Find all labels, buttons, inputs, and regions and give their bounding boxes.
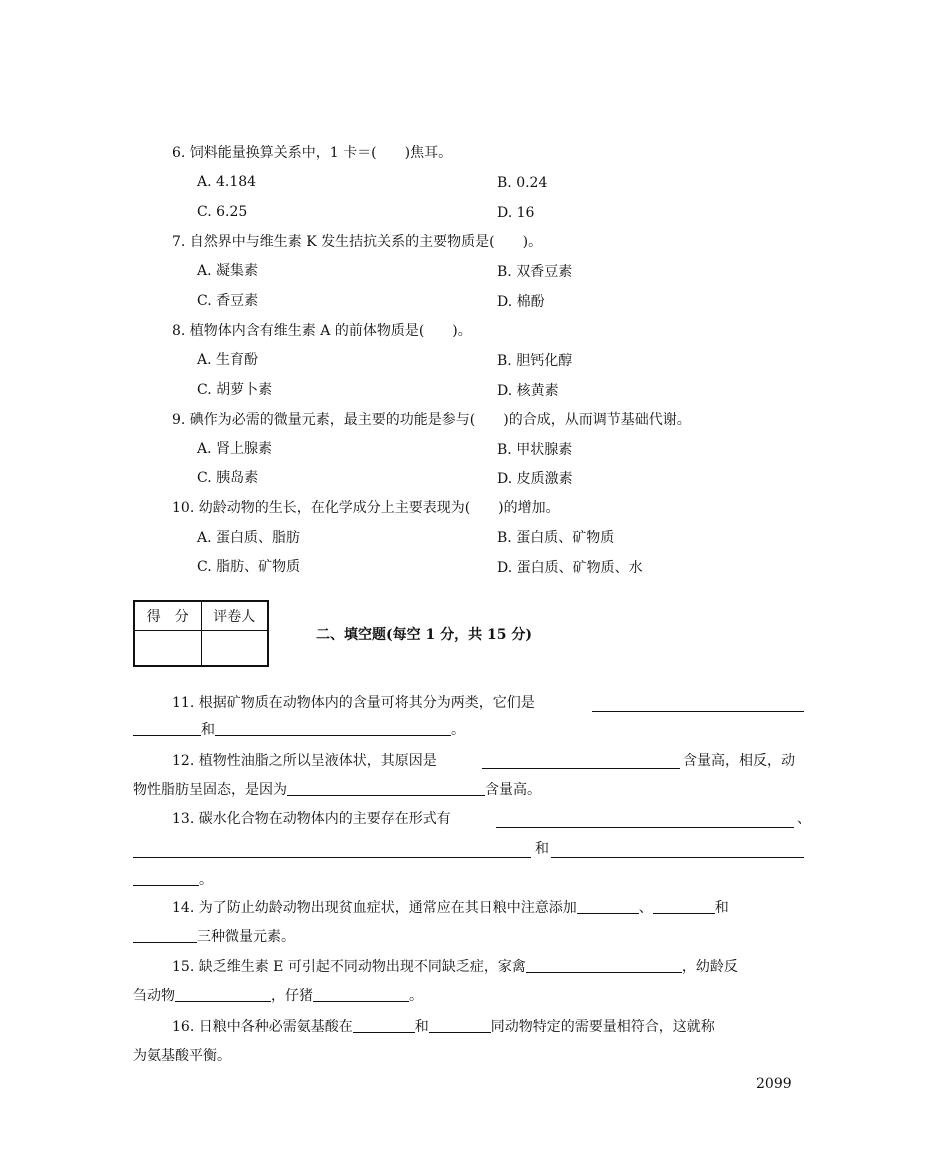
grader-header: 评卷人 bbox=[201, 601, 268, 631]
q14-line2 bbox=[133, 927, 295, 947]
question-7: 7. 自然界中与维生素 K 发生拮抗关系的主要物质是( )。 bbox=[172, 234, 543, 250]
q13-blank-3[interactable] bbox=[551, 856, 804, 858]
option-8c: C. 胡萝卜素 bbox=[197, 382, 273, 398]
q11-and: 和 bbox=[201, 722, 215, 738]
option-10d: D. 蛋白质、矿物质、水 bbox=[497, 560, 643, 576]
q16-blank-1[interactable] bbox=[353, 1018, 415, 1033]
q14-blank-1[interactable] bbox=[577, 899, 639, 914]
q14-blank-2[interactable] bbox=[653, 899, 715, 914]
q12-text-d: 含量高。 bbox=[485, 782, 541, 798]
q14-and: 和 bbox=[714, 900, 729, 916]
option-6b: B. 0.24 bbox=[497, 175, 548, 191]
question-8: 8. 植物体内含有维生素 A 的前体物质是( )。 bbox=[172, 323, 472, 339]
q13-text: 13. 碳水化合物在动物体内的主要存在形式有 bbox=[172, 811, 451, 827]
q14-line1 bbox=[172, 898, 729, 918]
option-7a: A. 凝集素 bbox=[197, 263, 259, 279]
q15-end: 。 bbox=[409, 988, 423, 1004]
grader-cell[interactable] bbox=[201, 631, 268, 667]
q13-and: 和 bbox=[535, 841, 549, 857]
option-9d: D. 皮质激素 bbox=[497, 471, 573, 487]
option-9c: C. 胰岛素 bbox=[197, 470, 259, 486]
q15-blank-3[interactable] bbox=[313, 987, 409, 1002]
q11-end: 。 bbox=[451, 722, 465, 738]
option-10b: B. 蛋白质、矿物质 bbox=[497, 530, 615, 546]
option-9a: A. 肾上腺素 bbox=[197, 441, 273, 457]
question-10: 10. 幼龄动物的生长，在化学成分上主要表现为( )的增加。 bbox=[172, 500, 560, 516]
score-cell[interactable] bbox=[134, 631, 201, 667]
question-6: 6. 饲料能量换算关系中，1 卡＝( )焦耳。 bbox=[172, 145, 453, 161]
q15-blank-2[interactable] bbox=[175, 987, 271, 1002]
q13-sep: 、 bbox=[797, 811, 811, 827]
option-8a: A. 生育酚 bbox=[197, 352, 259, 368]
option-8d: D. 核黄素 bbox=[497, 383, 559, 399]
q12-text-b: 含量高，相反，动 bbox=[683, 753, 795, 769]
page-number: 2099 bbox=[756, 1076, 792, 1092]
option-8b: B. 胆钙化醇 bbox=[497, 353, 573, 369]
option-7d: D. 棉酚 bbox=[497, 294, 545, 310]
section-title: 二、填空题(每空 1 分，共 15 分) bbox=[316, 627, 532, 643]
q16-blank-2[interactable] bbox=[429, 1018, 491, 1033]
q14-sep: 、 bbox=[638, 900, 653, 916]
score-table bbox=[133, 600, 269, 667]
q13-line3 bbox=[133, 870, 213, 890]
q11-line2 bbox=[133, 720, 465, 740]
question-9: 9. 碘作为必需的微量元素，最主要的功能是参与( )的合成，从而调节基础代谢。 bbox=[172, 412, 691, 428]
score-header: 得 分 bbox=[134, 601, 201, 631]
option-6d: D. 16 bbox=[497, 205, 535, 221]
q11-text: 11. 根据矿物质在动物体内的含量可将其分为两类，它们是 bbox=[172, 695, 535, 711]
option-9b: B. 甲状腺素 bbox=[497, 442, 573, 458]
q14-end: 三种微量元素。 bbox=[197, 929, 295, 945]
q12-text: 12. 植物性油脂之所以呈液体状，其原因是 bbox=[172, 753, 437, 769]
q12-line2 bbox=[133, 780, 541, 800]
q15-line2 bbox=[133, 986, 423, 1006]
option-6a: A. 4.184 bbox=[197, 174, 257, 190]
q15-blank-1[interactable] bbox=[526, 958, 682, 973]
q13-blank-4[interactable] bbox=[133, 871, 199, 886]
q14-blank-3[interactable] bbox=[133, 928, 197, 943]
q12-text-c: 物性脂肪呈固态，是因为 bbox=[133, 782, 287, 798]
q13-blank-1[interactable] bbox=[496, 826, 794, 828]
option-7c: C. 香豆素 bbox=[197, 293, 259, 309]
q15-text-c: 刍动物 bbox=[133, 988, 175, 1004]
q15-line1 bbox=[172, 957, 738, 977]
q15-text-b: ，幼龄反 bbox=[681, 959, 738, 975]
q16-text: 16. 日粮中各种必需氨基酸在 bbox=[172, 1019, 353, 1035]
q16-line1 bbox=[172, 1017, 715, 1037]
q16-text-c: 同动物特定的需要量相符合，这就称 bbox=[490, 1019, 715, 1035]
q15-text: 15. 缺乏维生素 E 可引起不同动物出现不同缺乏症，家禽 bbox=[172, 959, 526, 975]
q13-end: 。 bbox=[199, 872, 213, 888]
option-10a: A. 蛋白质、脂肪 bbox=[197, 530, 301, 546]
q14-text: 14. 为了防止幼龄动物出现贫血症状，通常应在其日粮中注意添加 bbox=[172, 900, 577, 916]
q16-and: 和 bbox=[414, 1019, 429, 1035]
q11-blank-3[interactable] bbox=[215, 721, 451, 736]
q16-line2: 为氨基酸平衡。 bbox=[133, 1048, 231, 1064]
q15-text-d: ，仔猪 bbox=[271, 988, 313, 1004]
q12-blank-1[interactable] bbox=[482, 767, 680, 769]
q13-blank-2[interactable] bbox=[133, 856, 531, 858]
option-10c: C. 脂肪、矿物质 bbox=[197, 559, 301, 575]
option-7b: B. 双香豆素 bbox=[497, 264, 573, 280]
q12-blank-2[interactable] bbox=[287, 781, 485, 796]
option-6c: C. 6.25 bbox=[197, 204, 248, 220]
q11-blank-1[interactable] bbox=[592, 710, 804, 712]
q11-blank-2[interactable] bbox=[133, 721, 201, 736]
